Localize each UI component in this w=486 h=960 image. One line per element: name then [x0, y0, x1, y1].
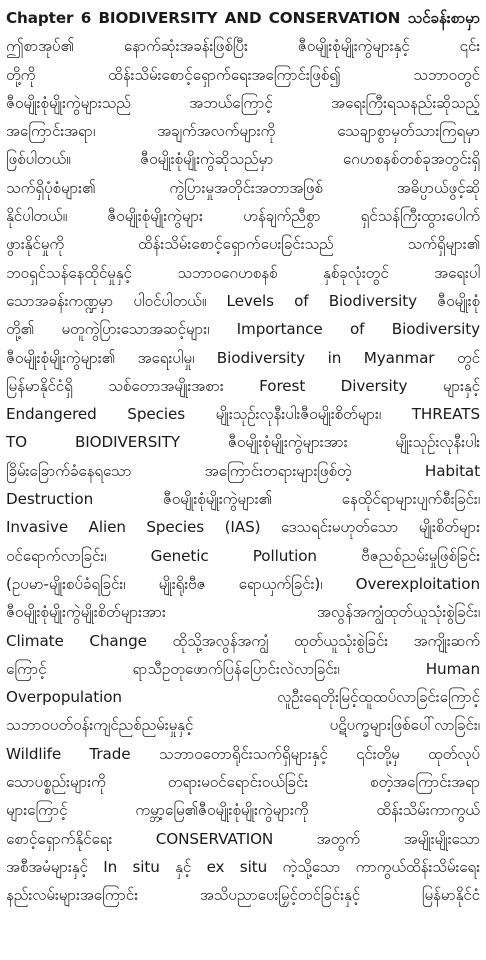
text-line: Endangered Species မျိုးသုဉ်းလုနီးပါးဇီဝမျိုးစိတ်များ၊ THREATS: [6, 405, 480, 424]
text-line: စောင့်ရှောက်နိုင်ရေး CONSERVATION အတွက် အမျိုးမျိုးသော: [6, 829, 480, 848]
text-line: မြန်မာနိုင်ငံရှိ သစ်တောအမျိုးအစား Forest Diversity များနှင့်: [6, 376, 480, 395]
text-line: အကြောင်းအရာ၊ အချက်အလက်များကို သေချာစွာမှတ်သားကြရမှာ: [6, 122, 480, 141]
text-line: တို့ကို ထိန်းသိမ်းစောင့်ရှောက်ရေးအကြောင်းဖြစ်၍ သဘာဝတွင်: [6, 65, 480, 84]
text-line: Invasive Alien Species (IAS) ဒေသရင်းမဟုတ်သော မျိုးစိတ်များ: [6, 518, 480, 537]
text-line: Climate Change ထိုသို့အလွန်အကျွံ ထုတ်ယူသုံးစွဲခြင်း အကျိုးဆက်: [6, 631, 480, 650]
text-line: ခြိမ်းခြောက်ခံနေရသော အကြောင်းတရားများဖြစ်တဲ့ Habitat: [6, 461, 480, 480]
text-line: များကြောင့် ကမ္ဘာ့မြေ၏ဇီဝမျိုးစုံမျိုးကွဲများကို ထိန်းသိမ်းကာကွယ်: [6, 801, 480, 820]
text-line: ဤစာအုပ်၏ နောက်ဆုံးအခန်းဖြစ်ပြီး ဇီဝမျိုးစုံမျိုးကွဲများနှင့် ၎င်း: [6, 37, 480, 56]
text-line: Overpopulation လူဦးရေတိုးမြင့်ထူထပ်လာခြင်းကြောင့်: [6, 688, 480, 707]
text-line: သဘာဝပတ်ဝန်းကျင်ညစ်ညမ်းမှုနှင့် ပဋိပက္ခများဖြစ်ပေါ်လာခြင်း၊: [6, 716, 480, 735]
text-line: သောအခန်းကဏ္ဍမှာ ပါဝင်ပါတယ်။ Levels of Biodiversity ဇီဝမျိုးစုံ: [6, 291, 480, 310]
text-line: ကြောင့် ရာသီဥတုဖောက်ပြန်ပြောင်းလဲလာခြင်း၊ Human: [6, 659, 480, 678]
text-line: Destruction ဇီဝမျိုးစုံမျိုးကွဲများ၏ နေထိုင်ရာများပျက်စီးခြင်း၊: [6, 490, 480, 509]
text-line: တို့၏ မတူကွဲပြားသောအဆင့်များ၊ Importance of Biodiversity: [6, 320, 480, 339]
text-line: ဘဝရှင်သန်နေထိုင်မှုနှင့် သဘာဝဂေဟစနစ် နှစ်ခုလုံးတွင် အရေးပါ: [6, 263, 480, 282]
text-line: ဝင်ရောက်လာခြင်း၊ Genetic Pollution ဗီဇညစ်ညမ်းမှုဖြစ်ခြင်း: [6, 546, 480, 565]
text-line: [6, 910, 480, 938]
text-line: Chapter 6 BIODIVERSITY AND CONSERVATION သင်ခန်းစာမှာ: [6, 9, 480, 27]
text-line: ဖြစ်ပါတယ်။ ဇီဝမျိုးစုံမျိုးကွဲဆိုသည်မှာ ဂေဟစနစ်တစ်ခုအတွင်းရှိ: [6, 150, 480, 169]
text-line: အစီအမံများနှင့် In situ နှင့် ex situ ကဲ့သို့သော ကာကွယ်ထိန်းသိမ်းရေး: [6, 857, 480, 876]
text-line: TO BIODIVERSITY ဇီဝမျိုးစုံမျိုးကွဲများအား မျိုးသုဉ်းလုနီးပါး: [6, 433, 480, 452]
text-line: ဇီဝမျိုးစုံမျိုးကွဲများသည် အဘယ်ကြောင့် အရေးကြီးရသနည်းဆိုသည့်: [6, 93, 480, 112]
text-line: ဇီဝမျိုးစုံမျိုးကွဲများ၏ အရေးပါမှု၊ Biodiversity in Myanmar တွင်: [6, 348, 480, 367]
text-line: သောပစ္စည်းများကို တရားမဝင်ရောင်းဝယ်ခြင်း စတဲ့အကြောင်းအရာ: [6, 773, 480, 792]
text-line: ဖွားနိုင်မှုကို ထိန်းသိမ်းစောင့်ရှောက်ပေးခြင်းသည် သက်ရှိများ၏: [6, 235, 480, 254]
text-line: ဇီဝမျိုးစုံမျိုးကွဲမျိုးစိတ်များအား အလွန်အကျွံထုတ်ယူသုံးစွဲခြင်း၊: [6, 603, 480, 622]
text-line: (ဥပမာ-မျိုးစပ်ခံရခြင်း၊ မျိုးရိုးဗီဇ ရောယှက်ခြင်း)၊ Overexploitation: [6, 574, 480, 593]
text-line: သက်ရှိပုံစံများ၏ ကွဲပြားမှုအတိုင်းအတာအဖြစ် အဓိပ္ပာယ်ဖွင့်ဆို: [6, 178, 480, 197]
text-line: နိုင်ပါတယ်။ ဇီဝမျိုးစုံမျိုးကွဲများ ဟန်ချက်ညီစွာ ရှင်သန်ကြီးထွားပေါက်: [6, 207, 480, 226]
text-line: Wildlife Trade သဘာဝတောရိုင်းသက်ရှိများနှင့် ၎င်းတို့မှ ထုတ်လုပ်: [6, 744, 480, 763]
text-line: နည်းလမ်းများအကြောင်း အသိပညာပေးမြှင့်တင်ခြင်းနှင့် မြန်မာနိုင်ငံ: [6, 886, 480, 905]
